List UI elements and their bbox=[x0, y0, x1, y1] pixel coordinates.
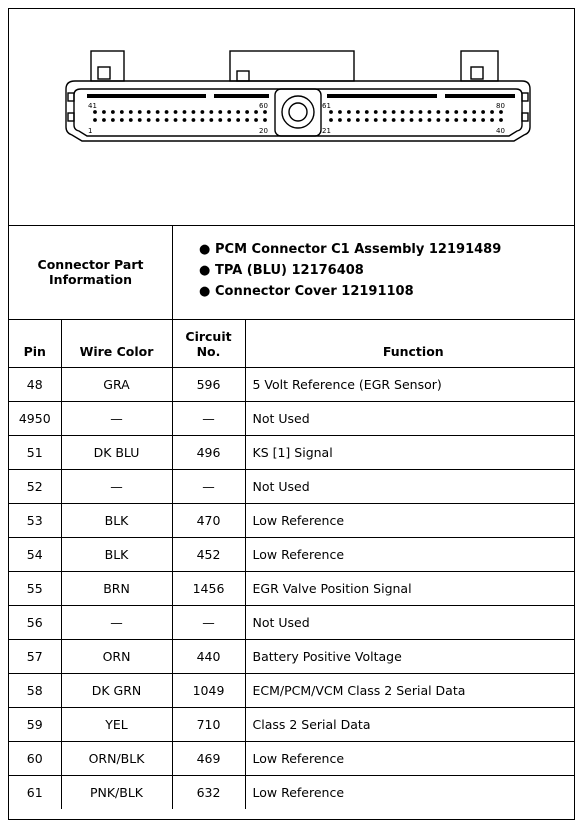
pin-cavity bbox=[356, 118, 360, 122]
cell-function: Low Reference bbox=[245, 741, 574, 775]
cell-wire-color: DK GRN bbox=[61, 673, 172, 707]
pin-cavity bbox=[392, 110, 396, 114]
connector-body bbox=[66, 81, 530, 141]
table-row bbox=[9, 435, 574, 469]
pin-label-61: 61 bbox=[322, 102, 331, 110]
table-header-row bbox=[9, 319, 574, 367]
part-info-list bbox=[199, 239, 501, 302]
pin-cavity bbox=[338, 118, 342, 122]
cell-function: 5 Volt Reference (EGR Sensor) bbox=[245, 367, 574, 401]
pin-cavity bbox=[419, 118, 423, 122]
pin-cavity bbox=[463, 110, 467, 114]
cell-pin: 56 bbox=[9, 605, 61, 639]
pin-cavity bbox=[227, 118, 231, 122]
pin-cavity bbox=[445, 118, 449, 122]
cell-circuit: 1456 bbox=[172, 571, 245, 605]
pin-cavity bbox=[499, 110, 503, 114]
cell-wire-color: DK BLU bbox=[61, 435, 172, 469]
pin-cavity bbox=[454, 110, 458, 114]
cell-wire-color: YEL bbox=[61, 707, 172, 741]
pin-cavity bbox=[481, 110, 485, 114]
bullet-icon: ● bbox=[199, 242, 211, 257]
cell-pin: 48 bbox=[9, 367, 61, 401]
table-row bbox=[9, 639, 574, 673]
pin-cavity bbox=[392, 118, 396, 122]
header-circuit: Circuit No. bbox=[172, 319, 245, 367]
cell-wire-color: GRA bbox=[61, 367, 172, 401]
cell-pin: 58 bbox=[9, 673, 61, 707]
cell-circuit: 596 bbox=[172, 367, 245, 401]
pin-cavity bbox=[383, 118, 387, 122]
pin-cavity bbox=[174, 110, 178, 114]
pin-cavity bbox=[365, 118, 369, 122]
table-row bbox=[9, 707, 574, 741]
pin-cavity bbox=[120, 110, 124, 114]
pinout-table bbox=[9, 319, 574, 809]
pin-cavity bbox=[365, 110, 369, 114]
cell-pin: 4950 bbox=[9, 401, 61, 435]
cell-function: Not Used bbox=[245, 401, 574, 435]
pin-cavity bbox=[183, 118, 187, 122]
pin-cavity bbox=[102, 118, 106, 122]
cell-pin: 57 bbox=[9, 639, 61, 673]
pin-cavity bbox=[481, 118, 485, 122]
pin-cavity bbox=[499, 118, 503, 122]
pin-cavity bbox=[138, 110, 142, 114]
left-latch-tab bbox=[91, 51, 124, 81]
pin-cavity bbox=[401, 110, 405, 114]
part-info-label: Connector Part Information bbox=[9, 225, 173, 319]
cell-wire-color: — bbox=[61, 605, 172, 639]
table-row bbox=[9, 741, 574, 775]
pin-cavity bbox=[236, 118, 240, 122]
pin-cavity bbox=[401, 118, 405, 122]
pin-label-40: 40 bbox=[496, 127, 505, 135]
pin-cavity bbox=[463, 118, 467, 122]
part-info-section bbox=[9, 225, 574, 320]
table-row bbox=[9, 605, 574, 639]
cell-circuit: 496 bbox=[172, 435, 245, 469]
header-pin: Pin bbox=[9, 319, 61, 367]
pin-cavity bbox=[111, 110, 115, 114]
table-row bbox=[9, 537, 574, 571]
pin-cavity bbox=[200, 118, 204, 122]
part-info-item: ● Connector Cover 12191108 bbox=[199, 281, 501, 302]
pin-cavity bbox=[490, 118, 494, 122]
cell-wire-color: — bbox=[61, 401, 172, 435]
connector-end-view-page bbox=[8, 8, 575, 820]
pin-cavity bbox=[472, 110, 476, 114]
pin-cavity bbox=[102, 110, 106, 114]
pin-cavity bbox=[129, 110, 133, 114]
cell-circuit: 710 bbox=[172, 707, 245, 741]
pin-cavity bbox=[419, 110, 423, 114]
cell-function: Low Reference bbox=[245, 775, 574, 809]
pin-cavity bbox=[192, 110, 196, 114]
pin-label-41: 41 bbox=[88, 102, 97, 110]
pin-cavity bbox=[263, 118, 267, 122]
cell-wire-color: ORN/BLK bbox=[61, 741, 172, 775]
pin-cavity bbox=[374, 110, 378, 114]
cell-pin: 54 bbox=[9, 537, 61, 571]
pin-cavity bbox=[120, 118, 124, 122]
connector-diagram bbox=[9, 9, 574, 226]
bullet-icon: ● bbox=[199, 284, 211, 299]
pin-cavity bbox=[156, 118, 160, 122]
cell-function: EGR Valve Position Signal bbox=[245, 571, 574, 605]
cell-wire-color: BLK bbox=[61, 537, 172, 571]
pin-cavity bbox=[347, 110, 351, 114]
pin-cavity bbox=[445, 110, 449, 114]
cell-wire-color: BRN bbox=[61, 571, 172, 605]
pin-cavity bbox=[329, 118, 333, 122]
pin-cavity bbox=[428, 118, 432, 122]
pin-cavity bbox=[254, 118, 258, 122]
bullet-icon: ● bbox=[199, 263, 211, 278]
table-row bbox=[9, 469, 574, 503]
pin-cavity bbox=[436, 110, 440, 114]
cell-circuit: 440 bbox=[172, 639, 245, 673]
pin-cavity bbox=[490, 110, 494, 114]
cell-pin: 51 bbox=[9, 435, 61, 469]
pin-cavity bbox=[93, 118, 97, 122]
pin-cavity bbox=[218, 118, 222, 122]
cell-pin: 61 bbox=[9, 775, 61, 809]
table-row bbox=[9, 673, 574, 707]
pin-cavity bbox=[410, 118, 414, 122]
pin-cavity bbox=[227, 110, 231, 114]
pin-cavity bbox=[209, 110, 213, 114]
pin-cavity bbox=[147, 110, 151, 114]
pin-cavity bbox=[472, 118, 476, 122]
pin-cavity bbox=[329, 110, 333, 114]
table-row bbox=[9, 571, 574, 605]
pin-cavity bbox=[174, 118, 178, 122]
pin-cavity bbox=[245, 118, 249, 122]
connector-drawing bbox=[9, 9, 574, 225]
pin-label-80: 80 bbox=[496, 102, 505, 110]
cell-circuit: — bbox=[172, 401, 245, 435]
cell-function: ECM/PCM/VCM Class 2 Serial Data bbox=[245, 673, 574, 707]
cell-function: Class 2 Serial Data bbox=[245, 707, 574, 741]
pin-label-20: 20 bbox=[259, 127, 268, 135]
cell-pin: 52 bbox=[9, 469, 61, 503]
pin-cavity bbox=[165, 110, 169, 114]
pin-cavity bbox=[200, 110, 204, 114]
cell-pin: 55 bbox=[9, 571, 61, 605]
pin-cavity bbox=[93, 110, 97, 114]
pin-cavity bbox=[183, 110, 187, 114]
cell-circuit: 469 bbox=[172, 741, 245, 775]
pin-cavity bbox=[192, 118, 196, 122]
pin-cavity bbox=[218, 110, 222, 114]
table-row bbox=[9, 503, 574, 537]
cell-wire-color: PNK/BLK bbox=[61, 775, 172, 809]
cell-circuit: 470 bbox=[172, 503, 245, 537]
table-row bbox=[9, 367, 574, 401]
table-row bbox=[9, 775, 574, 809]
cell-function: Battery Positive Voltage bbox=[245, 639, 574, 673]
header-function: Function bbox=[245, 319, 574, 367]
cell-circuit: 632 bbox=[172, 775, 245, 809]
cell-function: Low Reference bbox=[245, 503, 574, 537]
pin-cavity bbox=[436, 118, 440, 122]
cell-wire-color: — bbox=[61, 469, 172, 503]
cell-function: Low Reference bbox=[245, 537, 574, 571]
pin-label-1: 1 bbox=[88, 127, 93, 135]
right-latch-tab bbox=[461, 51, 498, 81]
cell-function: Not Used bbox=[245, 605, 574, 639]
pin-label-21: 21 bbox=[322, 127, 331, 135]
pin-cavity bbox=[111, 118, 115, 122]
pin-cavity bbox=[138, 118, 142, 122]
pin-cavity bbox=[129, 118, 133, 122]
pin-cavity bbox=[410, 110, 414, 114]
pin-cavity bbox=[236, 110, 240, 114]
header-wire-color: Wire Color bbox=[61, 319, 172, 367]
center-bolt-boss bbox=[282, 96, 314, 128]
part-info-item: ● TPA (BLU) 12176408 bbox=[199, 260, 501, 281]
pin-cavity bbox=[165, 118, 169, 122]
pin-cavity bbox=[374, 118, 378, 122]
cell-pin: 59 bbox=[9, 707, 61, 741]
pin-cavity bbox=[347, 118, 351, 122]
cell-pin: 53 bbox=[9, 503, 61, 537]
cell-wire-color: BLK bbox=[61, 503, 172, 537]
pin-cavity bbox=[338, 110, 342, 114]
cell-circuit: — bbox=[172, 605, 245, 639]
pin-cavity bbox=[156, 110, 160, 114]
part-info-item: ● PCM Connector C1 Assembly 12191489 bbox=[199, 239, 501, 260]
pin-cavity bbox=[147, 118, 151, 122]
cell-pin: 60 bbox=[9, 741, 61, 775]
pin-cavity bbox=[454, 118, 458, 122]
pin-cavity bbox=[254, 110, 258, 114]
pin-label-60: 60 bbox=[259, 102, 268, 110]
cell-circuit: 1049 bbox=[172, 673, 245, 707]
pin-cavity bbox=[209, 118, 213, 122]
pin-cavity bbox=[383, 110, 387, 114]
pin-cavity bbox=[428, 110, 432, 114]
cell-function: Not Used bbox=[245, 469, 574, 503]
cell-circuit: — bbox=[172, 469, 245, 503]
pin-cavity bbox=[356, 110, 360, 114]
cell-wire-color: ORN bbox=[61, 639, 172, 673]
table-row bbox=[9, 401, 574, 435]
pin-cavity bbox=[245, 110, 249, 114]
cell-function: KS [1] Signal bbox=[245, 435, 574, 469]
cell-circuit: 452 bbox=[172, 537, 245, 571]
pin-cavity bbox=[263, 110, 267, 114]
